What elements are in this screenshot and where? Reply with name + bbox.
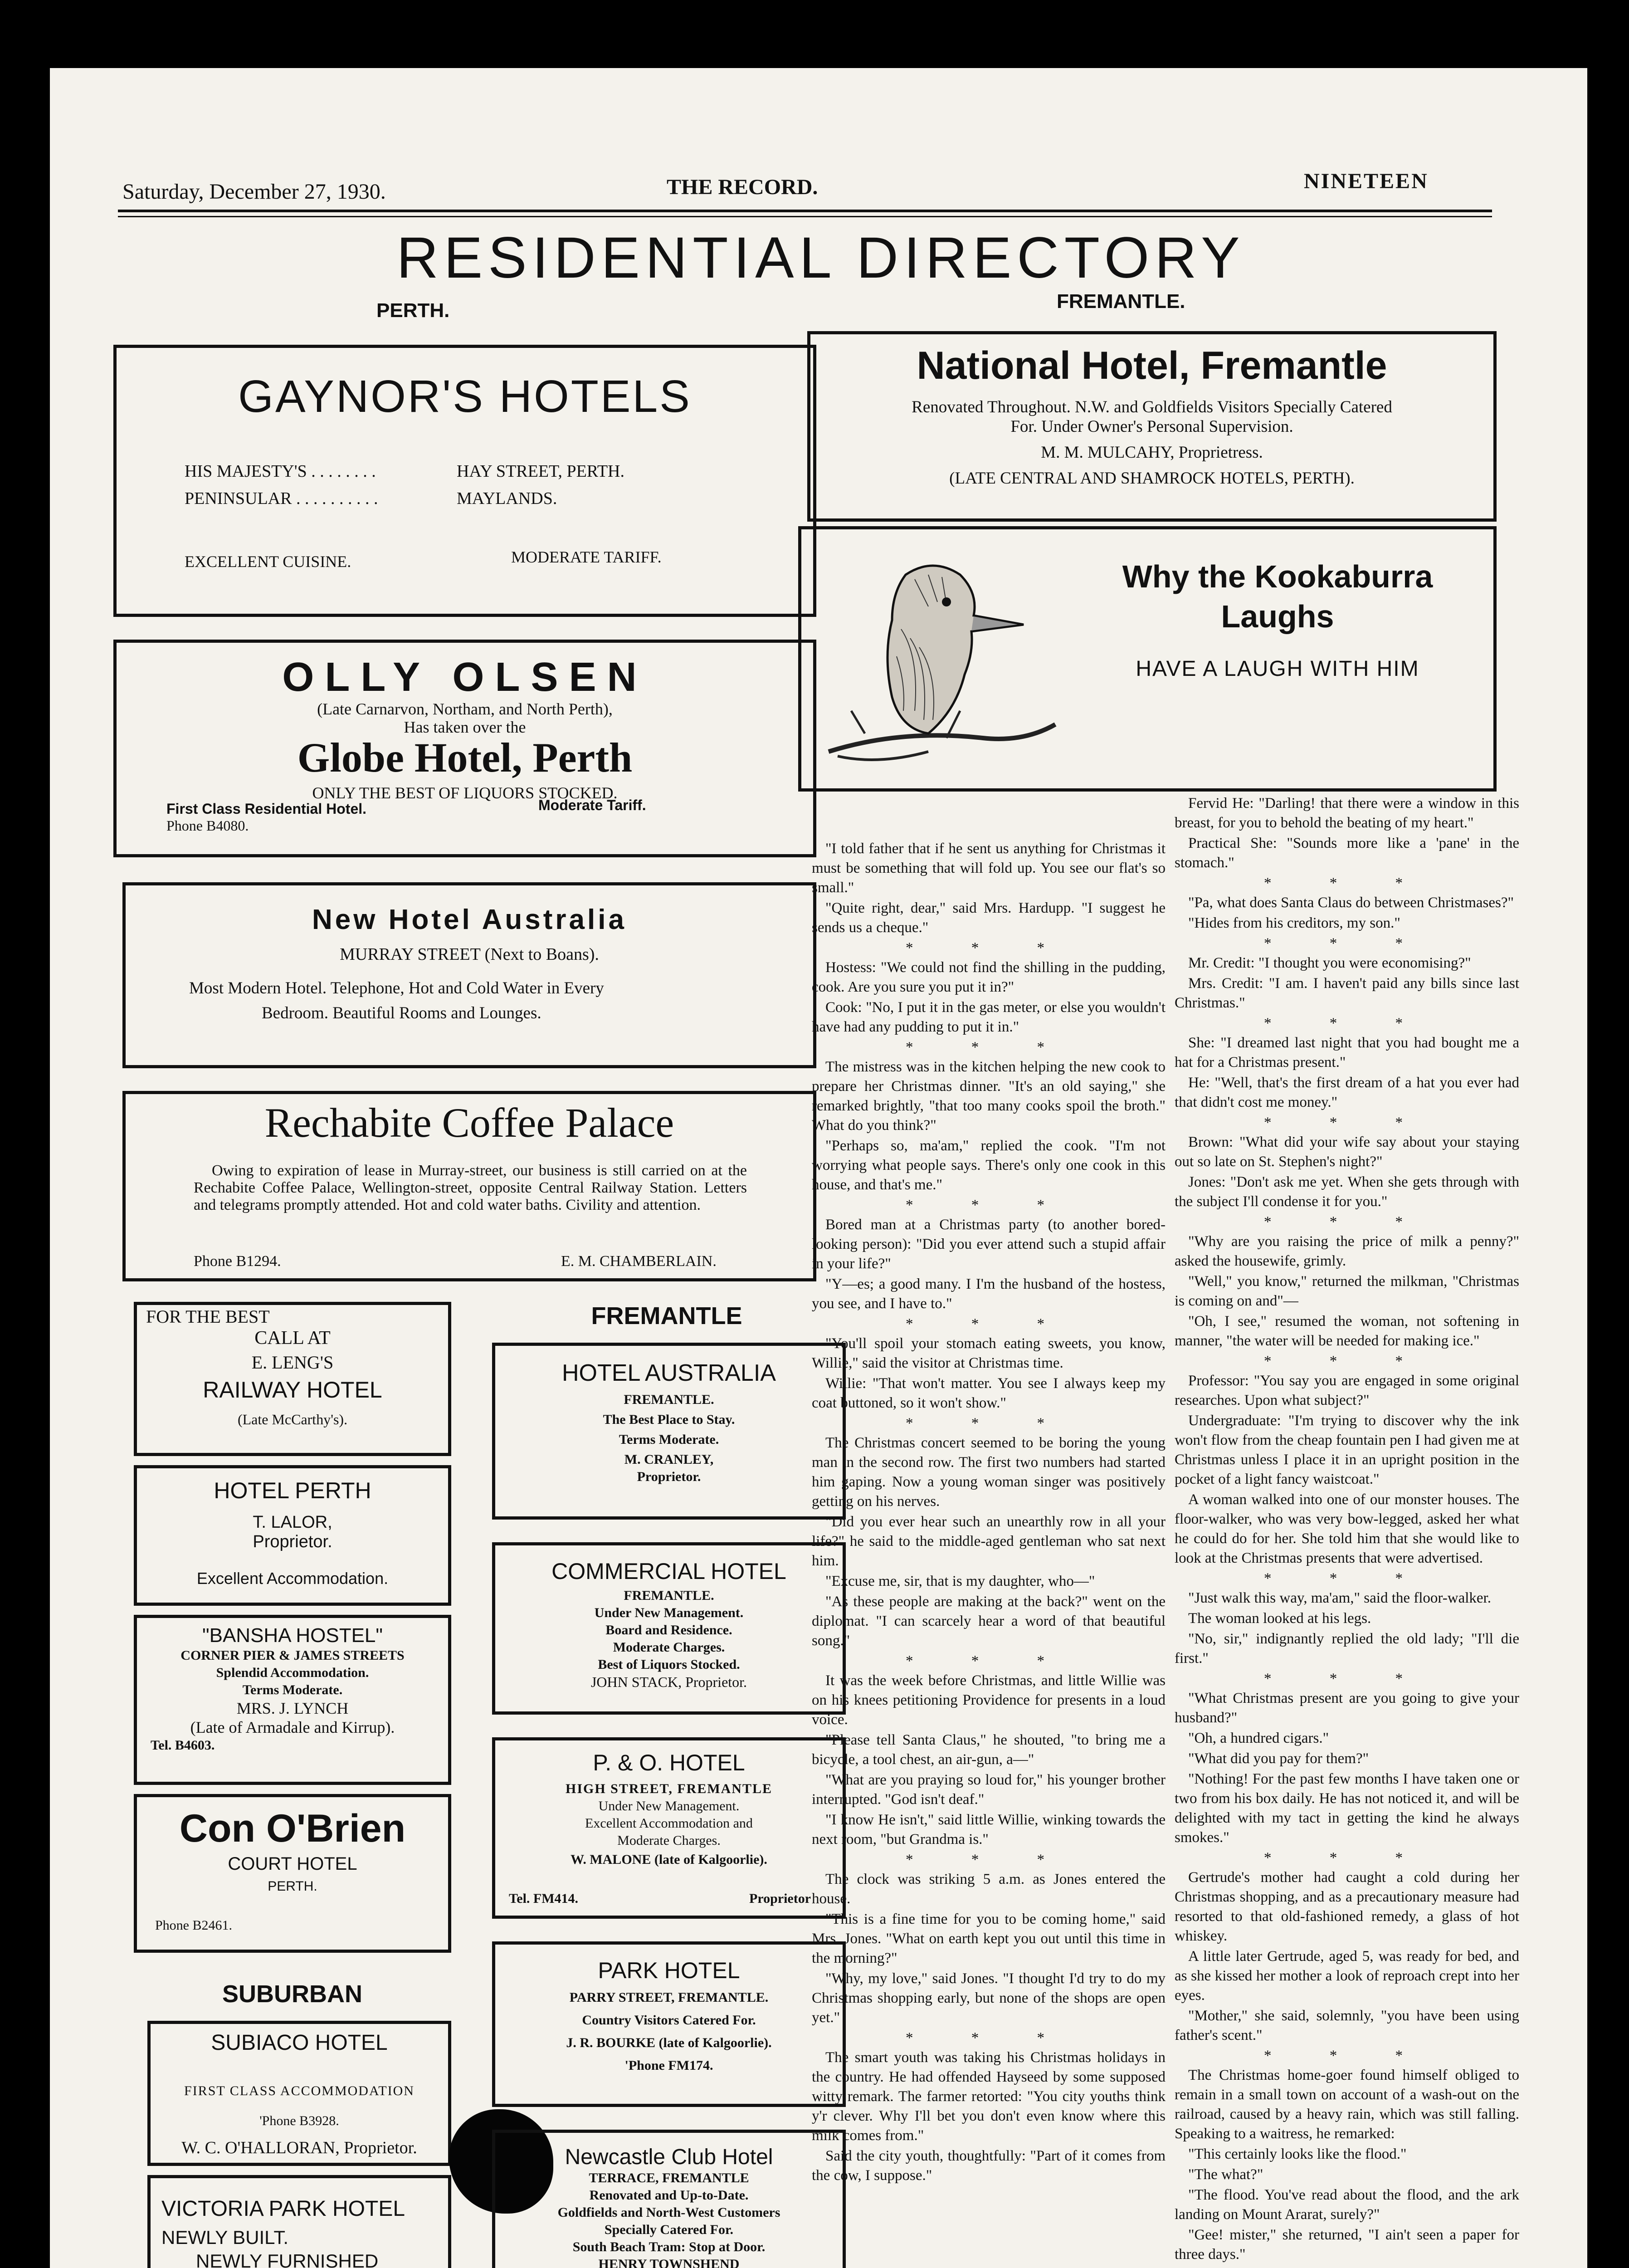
joke-paragraph: "Pa, what does Santa Claus do between Christmases?" — [1188, 894, 1514, 911]
joke-paragraph: "Please tell Santa Claus," he shouted, "to bring me a bicycle, a tool chest, an air-gun, a—" — [812, 1732, 1166, 1768]
joke-paragraph: "This is a fine time for you to be coming home," said Mrs. Jones. "What on earth kept you out until this time in the morning?" — [812, 1911, 1166, 1966]
ad-park-hotel: PARK HOTEL PARRY STREET, FREMANTLE. Country Visitors Catered For. J. R. BOURKE (late of Kalgoorlie). 'Phone FM174. — [492, 1941, 846, 2107]
ad-bansha-hostel: "BANSHA HOSTEL" CORNER PIER & JAMES STREETS Splendid Accommodation. Terms Moderate. MRS. J. LYNCH (Late of Armadale and Kirrup). Tel. B4603. — [134, 1615, 451, 1785]
header-rule-thin — [118, 216, 1492, 217]
star-separator: * * * — [906, 1039, 1072, 1056]
joke-paragraph: Said the city youth, thoughtfully: "Part of it comes from the cow, I suppose." — [812, 2148, 1166, 2184]
star-separator: * * * — [1264, 1353, 1430, 1369]
page-number: NINETEEN — [1304, 169, 1429, 193]
star-separator: * * * — [1264, 2048, 1430, 2064]
joke-paragraph: The woman looked at his legs. — [1188, 1610, 1371, 1627]
ad-hotel-australia-fremantle: HOTEL AUSTRALIA FREMANTLE. The Best Place to Stay. Terms Moderate. M. CRANLEY, Proprietor. — [492, 1343, 846, 1520]
kookaburra-illustration — [810, 538, 1064, 783]
joke-paragraph: "You'll spoil your stomach eating sweets, you know, Willie," said the visitor at Christmas time. — [812, 1335, 1166, 1371]
joke-paragraph: Willie: "That won't matter. You see I always keep my coat buttoned, so it won't show." — [812, 1375, 1166, 1411]
ad-railway-hotel: FOR THE BEST CALL AT E. LENG'S RAILWAY HOTEL (Late McCarthy's). — [134, 1302, 451, 1456]
ad-rechabite-coffee-palace: Rechabite Coffee Palace Owing to expiration of lease in Murray-street, our business is still carried on at the Rechabite Coffee Palace, Wellington-street, opposite Central Railway Station. Letters and telegrams promptly attended. Hot and cold water baths. Civility and attention. Phone B1294. E. M. CHAMBERLAIN. — [122, 1091, 816, 1281]
joke-paragraph: Mrs. Credit: "I am. I haven't paid any bills since last Christmas." — [1175, 975, 1519, 1011]
directory-title: RESIDENTIAL DIRECTORY — [396, 225, 1245, 290]
star-separator: * * * — [906, 940, 1072, 956]
joke-paragraph: "As these people are making at the back?" went on the diplomat. "I can scarcely hear a word of that beautiful song." — [812, 1593, 1166, 1649]
star-separator: * * * — [1264, 1570, 1430, 1587]
joke-paragraph: "Nothing! For the past few months I have taken one or two from his box daily. He has not noticed it, and will be delighted with my tact in getting the kind he always smokes." — [1175, 1771, 1519, 1846]
joke-paragraph: "I told father that if he sent us anything for Christmas it must be something that will fold up. You see our flat's so small." — [812, 841, 1166, 896]
ad-globe-hotel: OLLY OLSEN (Late Carnarvon, Northam, and North Perth), Has taken over the Globe Hotel, Perth ONLY THE BEST OF LIQUORS STOCKED. First Class Residential Hotel. Moderate Tariff. Phone B4080. — [113, 640, 816, 857]
joke-paragraph: "Quite right, dear," said Mrs. Hardupp. "I suggest he sends us a cheque." — [812, 900, 1166, 936]
star-separator: * * * — [906, 2030, 1072, 2046]
joke-paragraph: "Why are you raising the price of milk a penny?" asked the housewife, grimly. — [1175, 1233, 1519, 1269]
joke-paragraph: The smart youth was taking his Christmas holidays in the country. He had offended Hayseed by some supposed witty remark. The farmer retorted: "You city youths think y'r clever. Why I'll bet you don't even know where this milk comes from." — [812, 2049, 1166, 2144]
star-separator: * * * — [906, 1316, 1072, 1332]
joke-paragraph: "What did you pay for them?" — [1188, 1750, 1369, 1767]
joke-paragraph: "Why, my love," said Jones. "I thought I'd try to do my Christmas shopping early, but none of the shops are open yet." — [812, 1970, 1166, 2026]
ad-title: GAYNOR'S HOTELS — [238, 371, 692, 422]
joke-paragraph: Brown: "What did your wife say about your staying out so late on St. Stephen's night?" — [1175, 1134, 1519, 1170]
joke-paragraph: The Christmas concert seemed to be boring the young man in the second row. The first two numbers had started him gaping. Now a young woman singer was positively getting on his nerves. — [812, 1435, 1166, 1510]
joke-paragraph: "Did you ever hear such an unearthly row in all your life?" he said to the middle-aged gentleman who sat next him. — [812, 1514, 1166, 1569]
star-separator: * * * — [1264, 1850, 1430, 1866]
joke-paragraph: Gertrude's mother had caught a cold during her Christmas shopping, and as a precautionary measure had resorted to that old-fashioned remedy, a glass of hot whiskey. — [1175, 1869, 1519, 1944]
ad-hotel-perth: HOTEL PERTH T. LALOR, Proprietor. Excellent Accommodation. — [134, 1465, 451, 1606]
joke-paragraph: The Christmas home-goer found himself obliged to remain in a small town on account of a wash-out on the railroad, caused by a heavy rain, which was still falling. Speaking to a waitress, he remarked: — [1175, 2067, 1519, 2142]
section-fremantle: FREMANTLE. — [1057, 290, 1185, 313]
star-separator: * * * — [906, 1852, 1072, 1868]
star-separator: * * * — [1264, 1015, 1430, 1031]
joke-paragraph: "No, sir," indignantly replied the old lady; "I'll die first." — [1175, 1631, 1519, 1667]
star-separator: * * * — [906, 1197, 1072, 1213]
star-separator: * * * — [906, 1415, 1072, 1432]
joke-paragraph: Undergraduate: "I'm trying to discover why the ink won't flow from the cheap fountain pen I had given me at Christmas unless I place it in an upright position in the pocket of a light fancy waistcoat." — [1175, 1413, 1519, 1487]
ad-gaynors-hotels: GAYNOR'S HOTELS HIS MAJESTY'S . . . . . . . . HAY STREET, PERTH. PENINSULAR . . . . . . . . . . MAYLANDS. EXCELLENT CUISINE. MODERATE TARIFF. — [113, 345, 816, 617]
joke-paragraph: Jones: "Don't ask me yet. When she gets through with the subject I'll condense it for you." — [1175, 1174, 1519, 1210]
star-separator: * * * — [1264, 935, 1430, 952]
jokes-column-2 — [1175, 794, 1519, 2268]
feature-title: Why the Kookaburra Laughs — [1122, 559, 1433, 634]
joke-paragraph: "The what?" — [1188, 2166, 1263, 2183]
header-rule — [118, 210, 1492, 212]
kookaburra-feature — [798, 526, 1497, 792]
joke-paragraph: "Well," you know," returned the milkman, "Christmas is coming on and"— — [1175, 1273, 1519, 1309]
joke-paragraph: Cook: "No, I put it in the gas meter, or else you wouldn't have had any pudding to put it in." — [812, 999, 1166, 1035]
star-separator: * * * — [906, 1653, 1072, 1669]
joke-paragraph: "This certainly looks like the flood." — [1188, 2146, 1407, 2162]
joke-paragraph: "Excuse me, sir, that is my daughter, who—" — [825, 1573, 1095, 1589]
star-separator: * * * — [1264, 1114, 1430, 1131]
star-separator: * * * — [1264, 1214, 1430, 1230]
joke-paragraph: A little later Gertrude, aged 5, was ready for bed, and as she kissed her mother a look of reproach crept into her eyes. — [1175, 1948, 1519, 2004]
star-separator: * * * — [1264, 1671, 1430, 1687]
ad-national-hotel: National Hotel, Fremantle Renovated Throughout. N.W. and Goldfields Visitors Specially Catered For. Under Owner's Personal Supervision. M. M. MULCAHY, Proprietress. (LATE CENTRAL AND SHAMROCK HOTELS, PERTH). — [807, 331, 1497, 522]
section-fremantle-heading: FREMANTLE — [591, 1302, 742, 1330]
joke-paragraph: "What Christmas present are you going to give your husband?" — [1175, 1690, 1519, 1726]
issue-date: Saturday, December 27, 1930. — [122, 180, 386, 204]
joke-paragraph: She: "I dreamed last night that you had bought me a hat for a Christmas present." — [1175, 1035, 1519, 1070]
joke-paragraph: "Perhaps so, ma'am," replied the cook. "I'm not worrying what people says. There's only one cook in this house, and that's me." — [812, 1138, 1166, 1193]
ad-commercial-hotel: COMMERCIAL HOTEL FREMANTLE. Under New Management. Board and Residence. Moderate Charges. Best of Liquors Stocked. JOHN STACK, Proprietor. — [492, 1542, 846, 1715]
section-perth: PERTH. — [376, 299, 450, 322]
joke-paragraph: A woman walked into one of our monster houses. The floor-walker, who was very bow-legged, asked her what he could do for her. She told him that she would like to look at the Christmas presents that were advertised. — [1175, 1491, 1519, 1566]
ad-p-and-o-hotel: P. & O. HOTEL HIGH STREET, FREMANTLE Under New Management. Excellent Accommodation and Moderate Charges. W. MALONE (late of Kalgoorlie). Tel. FM414. Proprietor — [492, 1737, 846, 1919]
joke-paragraph: "Y—es; a good many. I I'm the husband of the hostess, you see, and I have to." — [812, 1276, 1166, 1312]
feature-subtitle: HAVE A LAUGH WITH HIM — [1136, 657, 1419, 681]
ad-victoria-park-hotel: VICTORIA PARK HOTEL NEWLY BUILT. NEWLY FURNISHED — [147, 2175, 451, 2268]
joke-paragraph: "Mother," she said, solemnly, "you have been using father's scent." — [1175, 2008, 1519, 2043]
ad-court-hotel-perth: Con O'Brien COURT HOTEL PERTH. Phone B2461. — [134, 1794, 451, 1953]
jokes-column-1 — [812, 839, 1166, 2268]
star-separator: * * * — [1264, 875, 1430, 891]
ad-new-hotel-australia: New Hotel Australia MURRAY STREET (Next to Boans). Most Modern Hotel. Telephone, Hot and Cold Water in Every Bedroom. Beautiful Rooms and Lounges. — [122, 882, 816, 1068]
joke-paragraph: "The flood. You've read about the flood, and the ark landing on Mount Ararat, surely?" — [1175, 2187, 1519, 2223]
joke-paragraph: "Hides from his creditors, my son." — [1188, 915, 1400, 931]
joke-paragraph: Fervid He: "Darling! that there were a window in this breast, for you to behold the beating of my heart." — [1175, 795, 1519, 831]
joke-paragraph: The mistress was in the kitchen helping the new cook to prepare her Christmas dinner. "It's an old saying," she remarked brightly, "that too many cooks spoil the broth." What do you think?" — [812, 1059, 1166, 1134]
joke-paragraph: "Gee! mister," she returned, "I ain't seen a paper for three days." — [1175, 2227, 1519, 2263]
masthead: THE RECORD. — [667, 175, 818, 199]
joke-paragraph: Hostess: "We could not find the shilling in the pudding, cook. Are you sure you put it in?" — [812, 959, 1166, 995]
joke-paragraph: "Oh, a hundred cigars." — [1188, 1730, 1329, 1746]
joke-paragraph: Practical She: "Sounds more like a 'pane' in the stomach." — [1175, 835, 1519, 871]
joke-paragraph: Mr. Credit: "I thought you were economising?" — [1188, 955, 1471, 971]
joke-paragraph: "What are you praying so loud for," his younger brother interrupted. "God isn't deaf." — [812, 1772, 1166, 1808]
ad-newcastle-club-hotel: Newcastle Club Hotel TERRACE, FREMANTLE Renovated and Up-to-Date. Goldfields and North-West Customers Specially Catered For. South Beach Tram: Stop at Door. HENRY TOWNSHEND — [492, 2130, 846, 2268]
newspaper-page — [50, 68, 1587, 2268]
joke-paragraph: "Oh, I see," resumed the woman, not softening in manner, "the water will be needed for making ice." — [1175, 1313, 1519, 1349]
joke-paragraph: He: "Well, that's the first dream of a hat you ever had that didn't cost me money." — [1175, 1075, 1519, 1110]
section-suburban: SUBURBAN — [222, 1980, 362, 2008]
joke-paragraph: It was the week before Christmas, and little Willie was on his knees petitioning Providence for presents in a loud voice. — [812, 1672, 1166, 1728]
joke-paragraph: Bored man at a Christmas party (to another bored-looking person): "Did you ever attend such a stupid affair in your life?" — [812, 1217, 1166, 1272]
joke-paragraph: "Just walk this way, ma'am," said the floor-walker. — [1188, 1590, 1491, 1606]
ad-subiaco-hotel: SUBIACO HOTEL FIRST CLASS ACCOMMODATION 'Phone B3928. W. C. O'HALLORAN, Proprietor. — [147, 2021, 451, 2166]
joke-paragraph: Professor: "You say you are engaged in some original researches. Upon what subject?" — [1175, 1373, 1519, 1408]
joke-paragraph: The clock was striking 5 a.m. as Jones entered the house. — [812, 1871, 1166, 1907]
joke-paragraph: "I know He isn't," said little Willie, winking towards the next room, "but Grandma is." — [812, 1812, 1166, 1848]
